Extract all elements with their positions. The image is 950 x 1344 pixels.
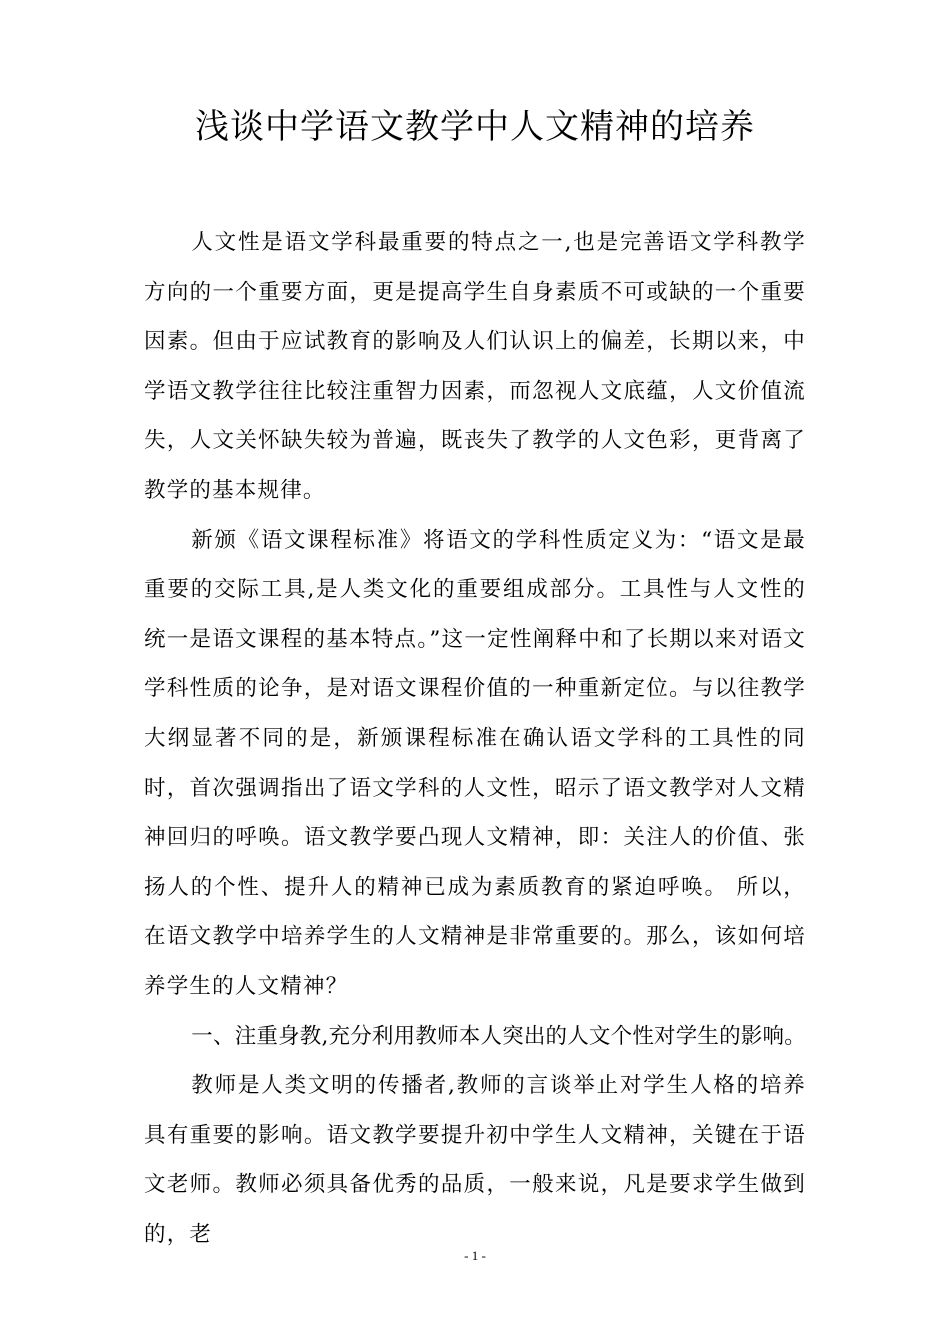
paragraph-teacher-role: 教师是人类文明的传播者,教师的言谈举止对学生人格的培养具有重要的影响。语文教学要提升初中学生人文精神，关键在于语文老师。教师必须具备优秀的品质，一般来说，凡是要求学生做到的，老 [144, 1073, 806, 1247]
paragraph-intro: 人文性是语文学科最重要的特点之一,也是完善语文学科教学方向的一个重要方面，更是提高学生自身素质不可或缺的一个重要因素。但由于应试教育的影响及人们认识上的偏差，长期以来，中学语文教学往往比较注重智力因素，而忽视人文底蕴，人文价值流失，人文关怀缺失较为普遍，既丧失了教学的人文色彩，更背离了教学的基本规律。 [144, 230, 806, 503]
document-body [144, 218, 806, 1259]
document-title: 浅谈中学语文教学中人文精神的培养 [195, 107, 755, 147]
page-number: - 1 - [464, 1248, 486, 1263]
section-heading-1: 一、注重身教,充分利用教师本人突出的人文个性对学生的影响。 [191, 1023, 806, 1049]
paragraph-curriculum-standard: 新颁《语文课程标准》将语文的学科性质定义为：“语文是最重要的交际工具,是人类文化的重要组成部分。工具性与人文性的统一是语文课程的基本特点。”这一定性阐释中和了长期以来对语文学科性质的论争，是对语文课程价值的一种重新定位。与以往教学大纲显著不同的是，新颁课程标准在确认语文学科的工具性的同时，首次强调指出了语文学科的人文性，昭示了语文教学对人文精神回归的呼唤。语文教学要凸现人文精神，即：关注人的价值、张扬人的个性、提升人的精神已成为素质教育的紧迫呼唤。 所以，在语文教学中培养学生的人文精神是非常重要的。那么，该如何培养学生的人文精神？ [144, 527, 806, 999]
